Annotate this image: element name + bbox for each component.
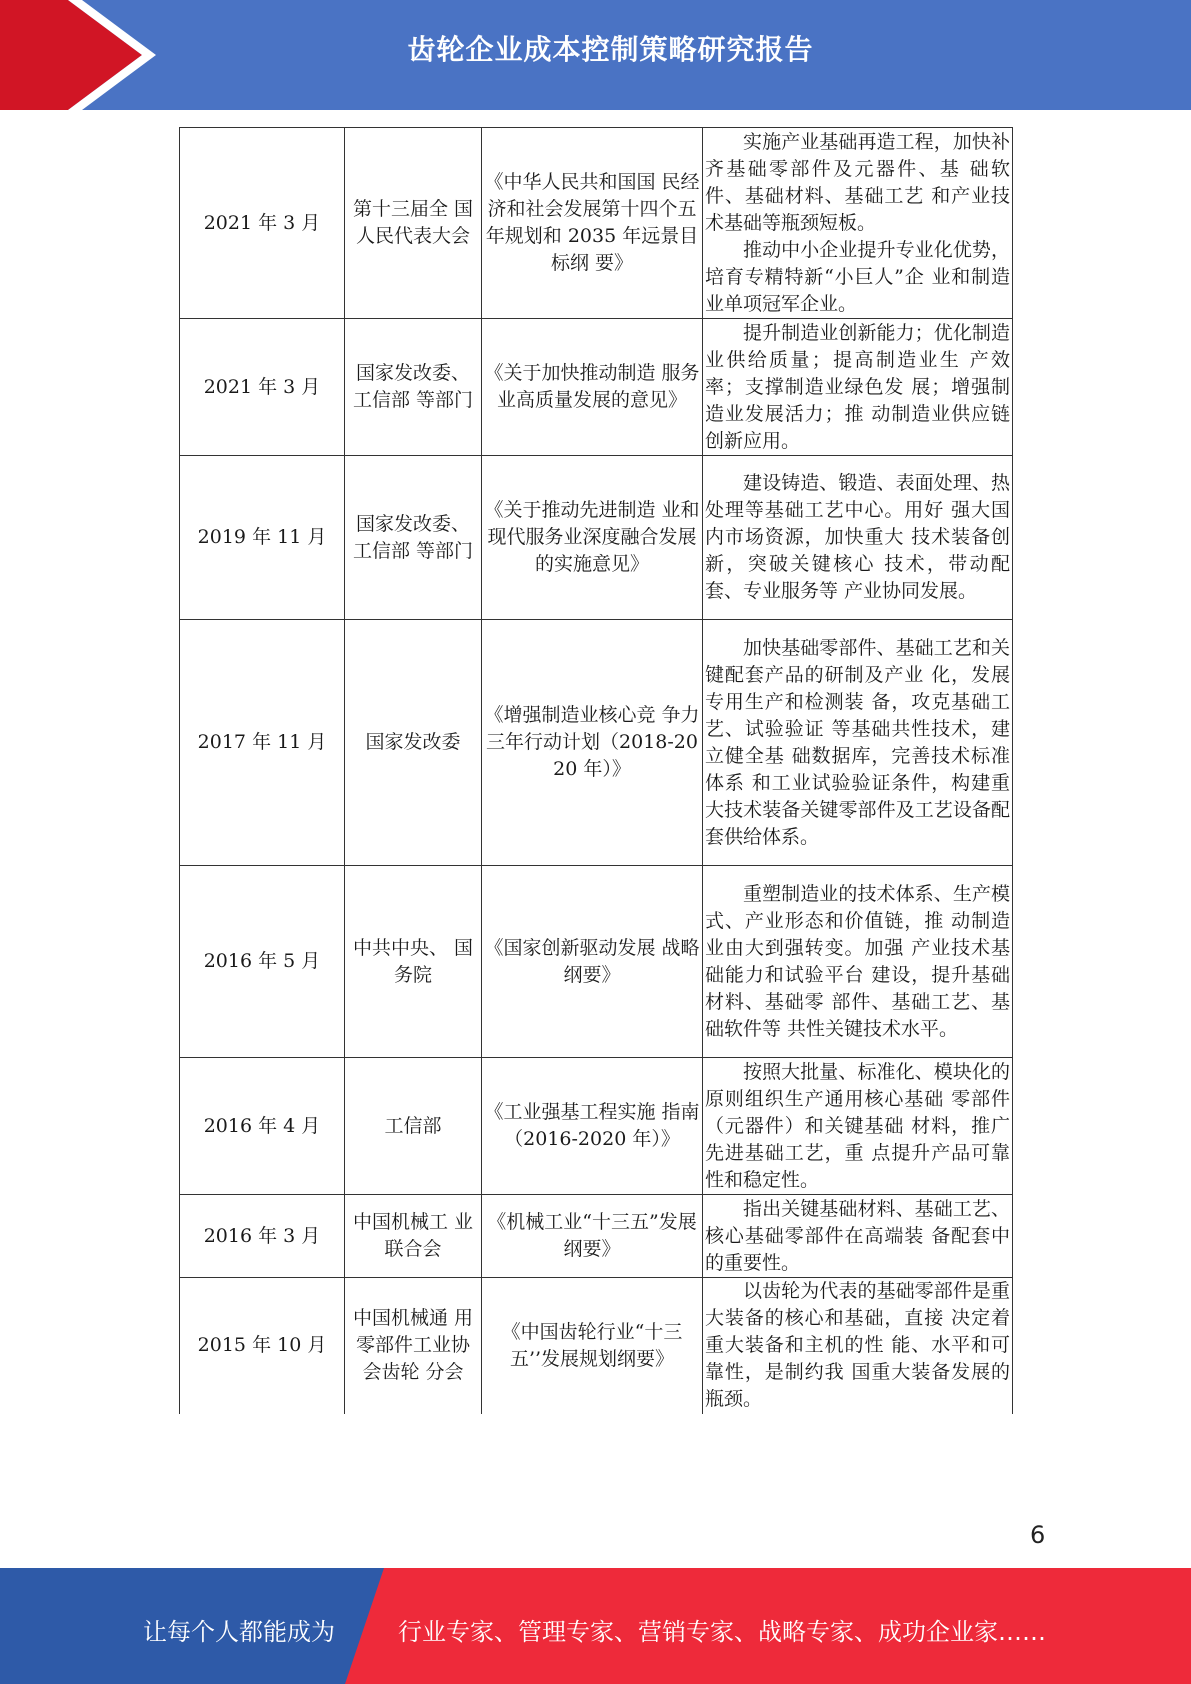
content-cell (703, 319, 1013, 456)
issuer-cell: 中国机械通 用零部件工业协会齿轮 分会 (345, 1278, 482, 1414)
date-cell: 2016 年 5 月 (180, 866, 345, 1058)
document-cell: 《关于加快推动制造 服务业高质量发展的意见》 (482, 319, 703, 456)
table-row (180, 1195, 1013, 1278)
document-cell: 《国家创新驱动发展 战略纲要》 (482, 866, 703, 1058)
document-cell: 《关于推动先进制造 业和现代服务业深度融合发展的实施意见》 (482, 456, 703, 620)
header-banner (0, 0, 1191, 110)
date-cell: 2015 年 10 月 (180, 1278, 345, 1414)
issuer-cell: 第十三届全 国人民代表大会 (345, 128, 482, 319)
document-cell: 《工业强基工程实施 指南（2016-2020 年）》 (482, 1058, 703, 1195)
content-paragraph: 建设铸造、锻造、表面处理、热处理等基础工艺中心。用好 强大国内市场资源，加快重大 技术装备创新，突破关键核心 技术，带动配套、专业服务等 产业协同发展。 (705, 472, 1010, 602)
content-cell (703, 1058, 1013, 1195)
document-cell: 《机械工业“十三五”发展纲要》 (482, 1195, 703, 1278)
issuer-cell: 中国机械工 业联合会 (345, 1195, 482, 1278)
date-cell: 2016 年 4 月 (180, 1058, 345, 1195)
content-paragraph: 提升制造业创新能力；优化制造业供给质量；提高制造业生 产效率；支撑制造业绿色发 展；增强制造业发展活力；推 动制造业供应链创新应用。 (705, 321, 1010, 452)
date-cell: 2016 年 3 月 (180, 1195, 345, 1278)
table-row (180, 1058, 1013, 1195)
page-number: 6 (1030, 1521, 1046, 1549)
report-title: 齿轮企业成本控制策略研究报告 (407, 33, 814, 66)
document-cell: 《中华人民共和国国 民经济和社会发展第十四个五年规划和 2035 年远景目标纲 要》 (482, 128, 703, 319)
issuer-cell: 国家发改委 (345, 620, 482, 866)
content-paragraph: 加快基础零部件、基础工艺和关键配套产品的研制及产业 化，发展专用生产和检测装 备，攻克基础工艺、试验验证 等基础共性技术，建立健全基 础数据库，完善技术标准体系 和工业试验验证条件，构建重 大技术装备关键零部件及工艺设备配套供给体系。 (705, 636, 1010, 848)
footer-slogan-left: 让每个人都能成为 (143, 1618, 335, 1646)
date-cell: 2019 年 11 月 (180, 456, 345, 620)
document-cell: 《增强制造业核心竞 争力三年行动计划（2018-2020 年）》 (482, 620, 703, 866)
content-cell (703, 1278, 1013, 1414)
date-cell: 2021 年 3 月 (180, 319, 345, 456)
content-paragraph: 指出关键基础材料、基础工艺、核心基础零部件在高端装 备配套中的重要性。 (705, 1197, 1010, 1274)
issuer-cell: 工信部 (345, 1058, 482, 1195)
table-row (180, 620, 1013, 866)
content-cell (703, 1195, 1013, 1278)
content-paragraph: 实施产业基础再造工程，加快补齐基础零部件及元器件、基 础软件、基础材料、基础工艺 和产业技术基础等瓶颈短板。 (705, 130, 1010, 234)
table-row (180, 128, 1013, 319)
content-cell (703, 456, 1013, 620)
content-cell (703, 128, 1013, 319)
footer-slogan-right: 行业专家、管理专家、营销专家、战略专家、成功企业家…… (398, 1618, 1046, 1646)
table-row (180, 456, 1013, 620)
content-paragraph: 以齿轮为代表的基础零部件是重大装备的核心和基础，直接 决定着重大装备和主机的性 能、水平和可靠性，是制约我 国重大装备发展的瓶颈。 (705, 1280, 1010, 1411)
content-paragraph: 推动中小企业提升专业化优势，培育专精特新“小巨人”企 业和制造业单项冠军企业。 (705, 238, 1010, 315)
content-paragraph: 重塑制造业的技术体系、生产模式、产业形态和价值链，推 动制造业由大到强转变。加强 产业技术基础能力和试验平台 建设，提升基础材料、基础零 部件、基础工艺、基础软件等 共性关键技术水平。 (705, 882, 1010, 1040)
date-cell: 2017 年 11 月 (180, 620, 345, 866)
issuer-cell: 国家发改委、工信部 等部门 (345, 456, 482, 620)
table-row (180, 319, 1013, 456)
content-paragraph: 按照大批量、标准化、模块化的原则组织生产通用核心基础 零部件（元器件）和关键基础 材料，推广先进基础工艺，重 点提升产品可靠性和稳定性。 (705, 1060, 1010, 1191)
table-row (180, 1278, 1013, 1414)
content-cell (703, 620, 1013, 866)
table-row (180, 866, 1013, 1058)
content-cell (703, 866, 1013, 1058)
issuer-cell: 中共中央、 国务院 (345, 866, 482, 1058)
date-cell: 2021 年 3 月 (180, 128, 345, 319)
policy-table-container (179, 127, 1012, 1414)
document-cell: 《中国齿轮行业“十三 五’’发展规划纲要》 (482, 1278, 703, 1414)
policy-table (179, 127, 1013, 1414)
issuer-cell: 国家发改委、工信部 等部门 (345, 319, 482, 456)
